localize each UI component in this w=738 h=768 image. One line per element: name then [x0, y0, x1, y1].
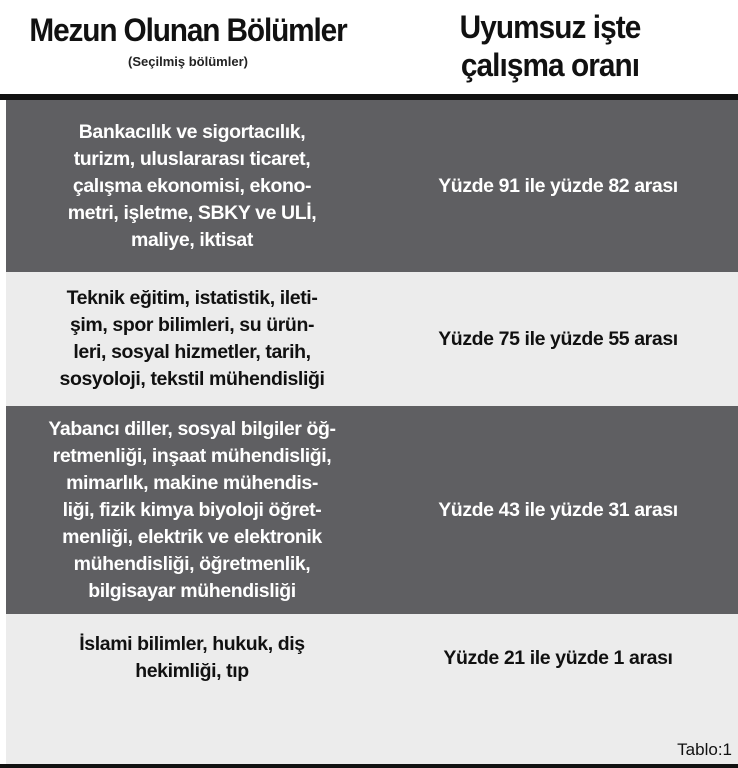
table-row	[6, 100, 738, 272]
rate-title-line-1: Uyumsuz işte	[459, 9, 641, 45]
rate-cell	[378, 614, 738, 702]
table-row	[6, 272, 738, 406]
bottom-divider	[0, 764, 738, 768]
departments-text: Teknik eğitim, istatistik, ileti- şim, spor bilimleri, su ürün- leri, sosyal hizmetler, tarih, sosyoloji, tekstil mühendisliği	[59, 287, 325, 390]
departments-cell	[6, 272, 378, 406]
departments-text: Yabancı diller, sosyal bilgiler öğ- retmenliği, inşaat mühendisliği, mimarlık, makine mühendis- liği, fizik kimya biyoloji öğret- menliği, elektrik ve elektronik mühendisliği, öğretmenlik, bilgisayar mühendisliği	[48, 417, 336, 602]
departments-text: İslami bilimler, hukuk, diş hekimliği, tıp	[79, 633, 305, 682]
departments-cell	[6, 614, 378, 702]
departments-text: Bankacılık ve sigortacılık, turizm, uluslararası ticaret, çalışma ekonomisi, ekono- metri, işletme, SBKY ve ULİ, maliye, iktisat	[67, 120, 317, 251]
departments-cell	[6, 100, 378, 272]
rate-text: Yüzde 91 ile yüzde 82 arası	[438, 174, 678, 197]
table-caption: Tablo:1	[677, 740, 732, 759]
table-header	[0, 0, 738, 92]
rate-text: Yüzde 21 ile yüzde 1 arası	[443, 646, 673, 669]
rate-cell	[378, 406, 738, 614]
table-row	[6, 406, 738, 614]
table-row	[6, 614, 738, 764]
departments-subtitle: (Seçilmiş bölümler)	[128, 54, 248, 69]
rate-cell	[378, 272, 738, 406]
rate-cell	[378, 100, 738, 272]
departments-cell	[6, 406, 378, 614]
rate-text: Yüzde 75 ile yüzde 55 arası	[438, 327, 678, 350]
departments-title: Mezun Olunan Bölümler	[29, 12, 347, 48]
departments-column-header	[8, 12, 368, 70]
rate-text: Yüzde 43 ile yüzde 31 arası	[438, 498, 678, 521]
rate-column-header	[400, 8, 700, 84]
rate-title-line-2: çalışma oranı	[460, 47, 640, 83]
